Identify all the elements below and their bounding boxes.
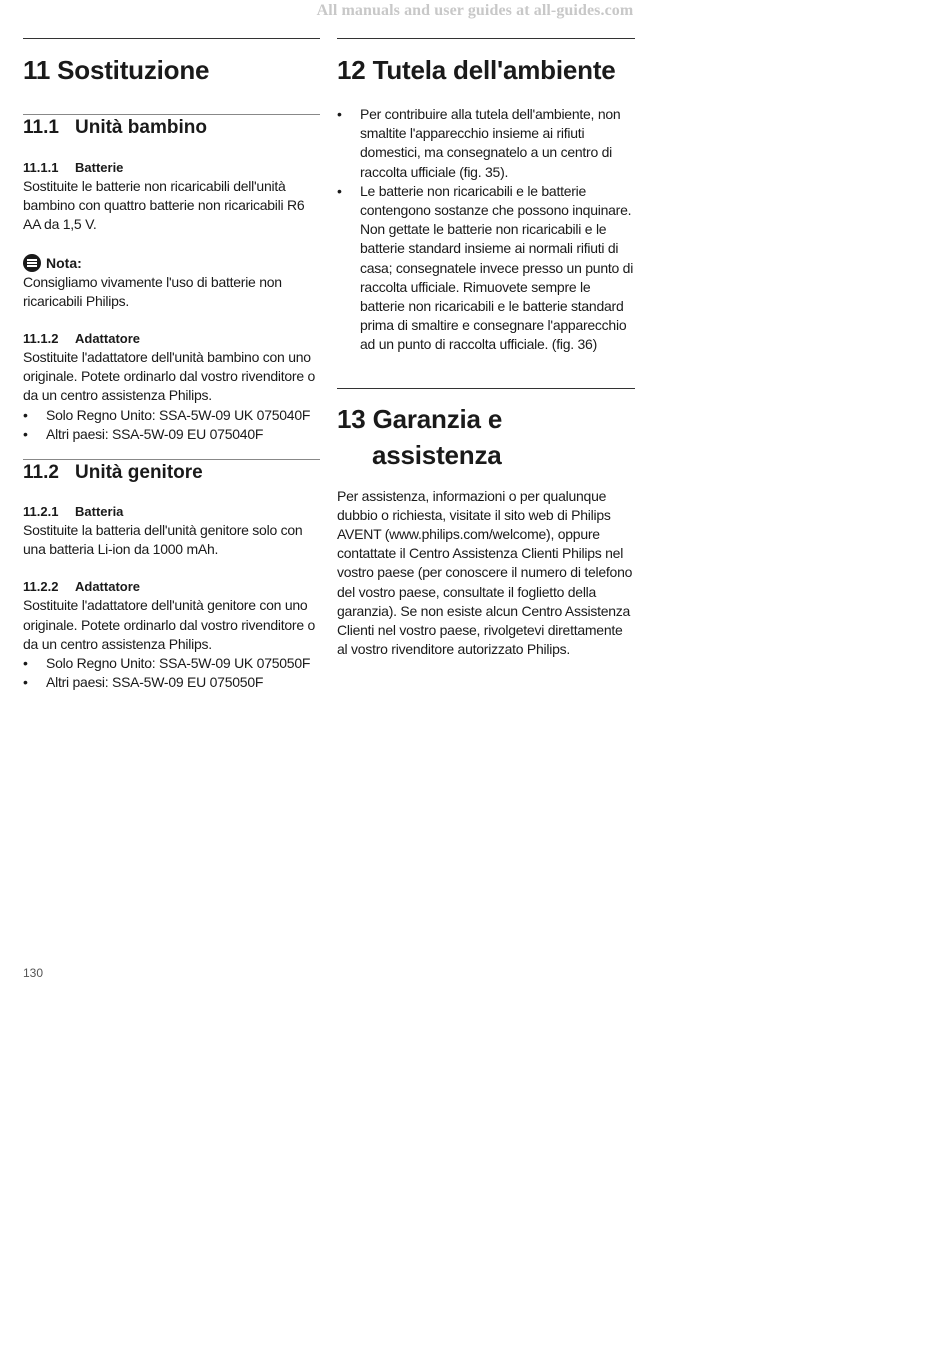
subsection-number: 11.2.1 — [23, 504, 59, 520]
garanzia-paragraph: Per assistenza, informazioni o per qualunque dubbio o richiesta, visitate il sito web di Philips AVENT (www.philips.com/welcome), oppure contattate il Centro Assistenza Clienti Philips nel vostro paese (per conoscere il numero di telefono del vostro paese, consultate il foglietto della garanzia). Se non esiste alcun Centro Assistenza Clienti nel vostro paese, rivolgetevi direttamente al vostro rivenditore autorizzato Philips. — [337, 487, 633, 658]
subsection-number: 11.1.1 — [23, 160, 59, 175]
subsection-number: 11.2.2 — [23, 579, 59, 595]
subsection-title-text: Adattatore — [75, 331, 141, 347]
section-12-title — [337, 54, 635, 86]
watermark: All manuals and user guides at all-guides.com — [316, 2, 634, 19]
left-column — [23, 38, 320, 692]
section-divider — [23, 38, 320, 39]
section-number: 13 — [337, 403, 366, 434]
list-item: • Altri paesi: SSA-5W-09 EU 075050F — [23, 673, 320, 692]
section-divider — [337, 388, 635, 389]
subsection-11-1-title — [23, 116, 320, 140]
subsection-title-text: Batterie — [75, 160, 124, 175]
list-item: • Altri paesi: SSA-5W-09 EU 075040F — [23, 425, 320, 444]
note-label: Nota: — [46, 254, 82, 271]
list-item: • Solo Regno Unito: SSA-5W-09 UK 075050F — [23, 654, 320, 673]
adattatore-genitore-paragraph: Sostituite l'adattatore dell'unità genitore con uno originale. Potete ordinarlo dal vostro rivenditore o da un centro assistenza Philips. — [23, 597, 316, 652]
subsection-11-2-title — [23, 461, 320, 485]
section-11-title — [23, 54, 320, 86]
ambiente-list — [337, 105, 635, 355]
subsection-title-text: Adattatore — [75, 579, 141, 595]
section-title-text-line2: assistenza — [372, 439, 502, 470]
note-icon — [23, 254, 41, 272]
section-number: 12 — [337, 55, 366, 85]
section-title-text: Garanzia e — [372, 403, 503, 434]
list-item: • Solo Regno Unito: SSA-5W-09 UK 075040F — [23, 406, 320, 425]
subsection-11-1-2-title — [23, 330, 320, 348]
section-title-text: Tutela dell'ambiente — [372, 55, 616, 85]
adattatore-genitore-list — [23, 654, 320, 692]
note-heading — [23, 254, 320, 273]
batteria-paragraph: Sostituite la batteria dell'unità genitore solo con una batteria Li-ion da 1000 mAh. — [23, 522, 303, 558]
subsection-title-text: Batteria — [75, 504, 124, 520]
subsection-11-2-1-title — [23, 503, 320, 521]
subsection-title-text: Unità bambino — [75, 117, 207, 138]
subsection-title-text: Unità genitore — [75, 462, 203, 484]
adattatore-paragraph: Sostituite l'adattatore dell'unità bambino con uno originale. Potete ordinarlo dal vostro rivenditore o da un centro assistenza Philips. — [23, 349, 316, 404]
right-column — [337, 38, 635, 659]
section-13-title — [337, 403, 635, 471]
subsection-number: 11.1 — [23, 117, 59, 138]
section-divider — [337, 38, 635, 39]
adattatore-list — [23, 406, 320, 444]
section-title-text: Sostituzione — [57, 55, 210, 85]
subsection-number: 11.1.2 — [23, 331, 59, 347]
section-number: 11 — [23, 55, 51, 85]
subsection-11-2-2-title — [23, 578, 320, 596]
subsection-11-1-1-title — [23, 159, 320, 177]
subsection-number: 11.2 — [23, 462, 59, 484]
subsection-divider — [23, 459, 320, 460]
note-paragraph: Consigliamo vivamente l'uso di batterie non ricaricabili Philips. — [23, 273, 282, 309]
page-number: 130 — [23, 966, 44, 980]
list-item: • Per contribuire alla tutela dell'ambiente, non smaltite l'apparecchio insieme ai rifiuti domestici, ma consegnatelo a un centro di raccolta ufficiale (fig. 35). — [337, 105, 635, 182]
batterie-paragraph: Sostituite le batterie non ricaricabili dell'unità bambino con quattro batterie non ricaricabili R6 AA da 1,5 V. — [23, 178, 305, 233]
subsection-divider — [23, 114, 320, 115]
list-item: • Le batterie non ricaricabili e le batterie contengono sostanze che possono inquinare. Non gettate le batterie non ricaricabili e le batterie standard insieme ai normali rifiuti di casa; consegnatele invece presso un punto di raccolta ufficiale. Rimuovete sempre le batterie non ricaricabili e le batterie standard prima di smaltire e consegnare l'apparecchio ad un punto di raccolta ufficiale. (fig. 36) — [337, 182, 635, 355]
